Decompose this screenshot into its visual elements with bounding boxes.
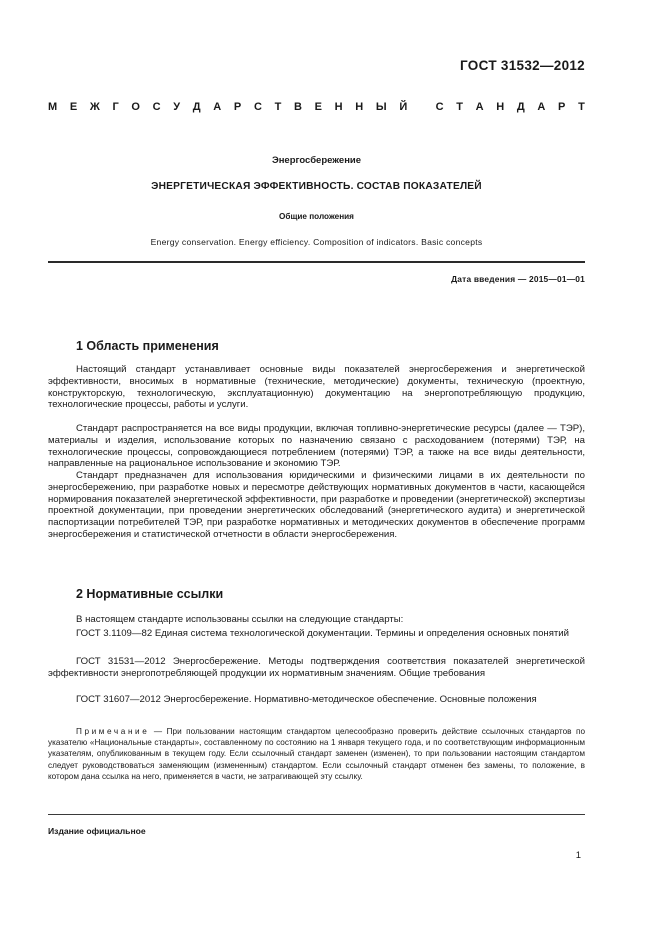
banner-letter: Р [233,101,242,113]
banner-letter: С [253,101,262,113]
section-2-reference-2: ГОСТ 31531—2012 Энергосбережение. Методы подтверждения соответствия показателей энергетической эффективности энергопотребляющей продукции их нормативным значениям. Общие требования [48,656,585,679]
banner-letter: У [173,101,181,113]
footer-divider [48,814,585,815]
section-2-heading: 2 Нормативные ссылки [76,587,224,601]
banner-letter: Е [314,101,322,113]
banner-letter: Т [578,101,585,113]
section-1-paragraph-2: Стандарт распространяется на все виды продукции, включая топливно-энергетические ресурсы (далее — ТЭР), материалы и изделия, использование которых по назначению связано с расходованием (потерями) ТЭР, на технологические процессы, сопровождающиеся потреблением (потерями) ТЭР, а также на все виды деятельности, направленные на рациональное использование и экономию ТЭР. [48,423,585,470]
banner-letter: Ы [375,101,387,113]
banner-letter: Г [112,101,119,113]
document-number: ГОСТ 31532—2012 [460,58,585,73]
banner-letter: Т [274,101,282,113]
standard-subject: Энергосбережение [271,155,362,166]
banner-letter: Й [399,101,408,113]
english-title: Energy conservation. Energy efficiency. Composition of indicators. Basic concepts [150,237,483,247]
banner-letter: Н [496,101,505,113]
banner-letter: М [48,101,58,113]
banner-gap [420,101,423,113]
banner-letter: Р [558,101,566,113]
banner-letter: Д [192,101,201,113]
section-2-paragraph-1: В настоящем стандарте использованы ссылки на следующие стандарты: [76,614,404,625]
standard-title: ЭНЕРГЕТИЧЕСКАЯ ЭФФЕКТИВНОСТЬ. СОСТАВ ПОКАЗАТЕЛЕЙ [151,181,482,192]
section-1-paragraph-3: Стандарт предназначен для использования юридическими и физическими лицами в их деятельности по энергосбережению, при разработке новых и пересмотре действующих нормативных документов в части, касающейся нормирования показателей энергетической эффективности, при разработке и проведении (энергетической) экспертизы проектной документации, при проведении энергетических обследований (энергетического аудита) и энергетической паспортизации потребителей ТЭР, при разработке нормативных и методических документов в обеспечение программ энергосбережения и статистической отчетности в области энергосбережения. [48,470,585,540]
banner-letter: В [293,101,302,113]
banner-letter: Т [456,101,463,113]
standard-subtitle: Общие положения [279,212,354,221]
section-1-paragraph-1: Настоящий стандарт устанавливает основные виды показателей энергосбережения и энергетической эффективности, вносимых в нормативные (технические, методические) документы, техническую (проектную, конструкторскую, технологическую, эксплуатационную) документацию на энергопотребляющую продукцию, технологические процессы, работы и услуги. [48,364,585,411]
banner-letter: Н [334,101,343,113]
section-2-reference-3: ГОСТ 31607—2012 Энергосбережение. Нормативно-методическое обеспечение. Основные положения [76,694,537,705]
banner-letter: С [152,101,161,113]
banner-letter: А [213,101,222,113]
section-2-note [48,726,585,782]
note-text: — При пользовании настоящим стандартом целесообразно проверить действие ссылочных стандартов по указателю «Национальные стандарты», составленному по состоянию на 1 января текущего года, и по соответствующим информационным указателям, опубликованным в текущем году. Если ссылочный стандарт заменен (изменен), то при пользовании настоящим стандартом следует руководствоваться заменяющим (измененным) стандартом. Если ссылочный стандарт отменен без замены, то положение, в котором дана ссылка на него, применяется в части, не затрагивающей эту ссылку. [48,727,585,781]
banner-letter: Ж [89,101,100,113]
section-1-heading: 1 Область применения [76,339,219,353]
banner-letter: О [131,101,140,113]
banner-letter: Н [355,101,364,113]
page-number: 1 [575,850,581,861]
note-label: Примечание [76,727,150,736]
banner-letter: С [435,101,444,113]
official-edition-label: Издание официальное [48,826,146,836]
standard-banner [48,101,585,113]
banner-letter: А [475,101,484,113]
banner-letter: Д [516,101,525,113]
section-2-reference-1: ГОСТ 3.1109—82 Единая система технологической документации. Термины и определения основных понятий [76,628,570,639]
title-divider [48,261,585,263]
banner-letter: А [537,101,546,113]
introduction-date: Дата введения — 2015—01—01 [451,274,585,284]
banner-letter: Е [69,101,78,113]
